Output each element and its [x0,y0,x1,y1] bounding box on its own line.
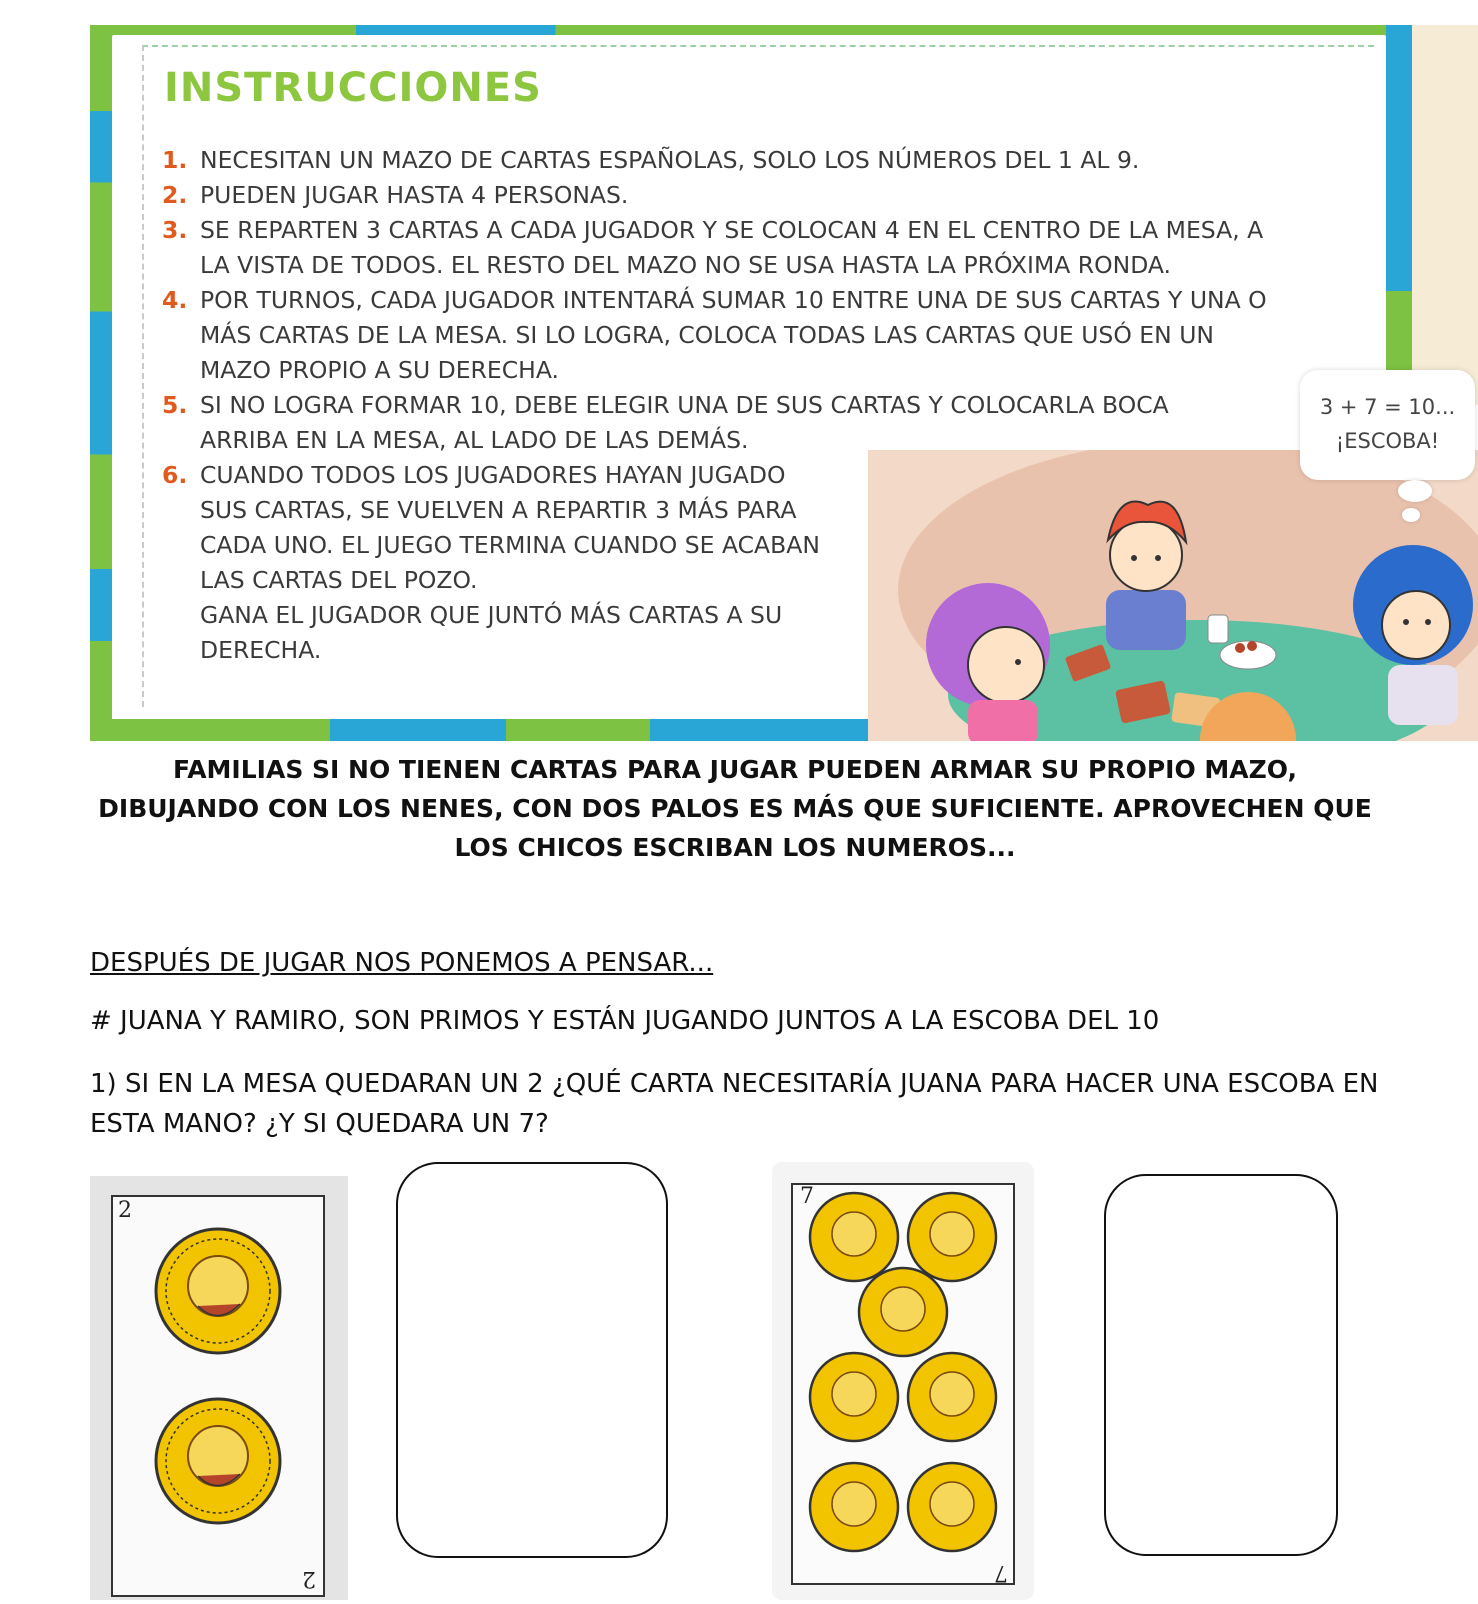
step-text: POR TURNOS, CADA JUGADOR INTENTARÁ SUMAR 10 ENTRE UNA DE SUS CARTAS Y UNA O MÁS CARTAS DE LA MESA. SI LO LOGRA, COLOCA TODAS LAS CARTAS QUE USÓ EN UN MAZO PROPIO A SU DERECHA. [200,286,1267,384]
kids-playing-illustration [868,450,1478,741]
panel-bottom-stripe [90,719,890,741]
card-number-bottom: 2 [302,1566,316,1591]
panel-left-stripe [90,25,112,741]
after-playing-heading: DESPUÉS DE JUGAR NOS PONEMOS A PENSAR... [90,948,714,978]
instructions-panel [90,25,1478,741]
kids-illustration-svg [868,450,1478,741]
step-text: SI NO LOGRA FORMAR 10, DEBE ELEGIR UNA DE SUS CARTAS Y COLOCARLA BOCA ARRIBA EN LA MESA, AL LADO DE LAS DEMÁS. [200,391,1169,454]
instructions-title: INSTRUCCIONES [164,65,542,111]
card-two-svg [90,1176,348,1600]
card-number-top: 2 [118,1198,132,1223]
card-seven-of-coins [772,1162,1034,1600]
step-4 [162,283,1282,388]
question-intro: # JUANA Y RAMIRO, SON PRIMOS Y ESTÁN JUGANDO JUNTOS A LA ESCOBA DEL 10 [90,1006,1160,1036]
step-text: SE REPARTEN 3 CARTAS A CADA JUGADOR Y SE COLOCAN 4 EN EL CENTRO DE LA MESA, A LA VISTA DE TODOS. EL RESTO DEL MAZO NO SE USA HASTA LA PRÓXIMA RONDA. [200,216,1264,279]
step-number: 1. [162,146,188,174]
step-text: PUEDEN JUGAR HASTA 4 PERSONAS. [200,181,629,209]
step-number: 3. [162,216,188,244]
step-number: 5. [162,391,188,419]
thought-bubble-dot [1402,508,1420,522]
closing-rule [162,598,820,668]
thought-bubble [1300,370,1475,480]
step-number: 4. [162,286,188,314]
step-number: 2. [162,181,188,209]
coin-icon [156,1229,280,1353]
card-number-top: 7 [800,1184,814,1209]
step-2 [162,178,1282,213]
step-3 [162,213,1282,283]
card-seven-svg [772,1162,1034,1600]
coin-icon [156,1399,280,1523]
panel-right-stripe [1386,25,1412,405]
card-number-bottom: 7 [994,1560,1008,1585]
card-two-of-coins [90,1176,348,1600]
step-6 [162,458,820,598]
bubble-equation: 3 + 7 = 10... [1319,395,1456,419]
closing-text: GANA EL JUGADOR QUE JUNTÓ MÁS CARTAS A SU DERECHA. [200,601,783,664]
step-text: CUANDO TODOS LOS JUGADORES HAYAN JUGADO SUS CARTAS, SE VUELVEN A REPARTIR 3 MÁS PARA CADA UNO. EL JUEGO TERMINA CUANDO SE ACABAN LAS CARTAS DEL POZO. [200,461,820,594]
families-note: FAMILIAS SI NO TIENEN CARTAS PARA JUGAR PUEDEN ARMAR SU PROPIO MAZO, DIBUJANDO CON LOS NENES, CON DOS PALOS ES MÁS QUE SUFICIENTE. APROVECHEN QUE LOS CHICOS ESCRIBAN LOS NUMEROS... [98,755,1372,862]
panel-cream-strip [1412,25,1478,405]
step-text: NECESITAN UN MAZO DE CARTAS ESPAÑOLAS, SOLO LOS NÚMEROS DEL 1 AL 9. [200,146,1140,174]
step-1 [162,143,1282,178]
step-number: 6. [162,461,188,489]
question-1: 1) SI EN LA MESA QUEDARAN UN 2 ¿QUÉ CARTA NECESITARÍA JUANA PARA HACER UNA ESCOBA EN ESTA MANO? ¿Y SI QUEDARA UN 7? [90,1069,1379,1139]
bubble-exclamation: ¡ESCOBA! [1335,429,1440,453]
thought-bubble-dot [1398,480,1432,502]
answer-card-blank-2[interactable] [1104,1174,1338,1556]
answer-card-blank-1[interactable] [396,1162,668,1558]
step-5 [162,388,1180,458]
